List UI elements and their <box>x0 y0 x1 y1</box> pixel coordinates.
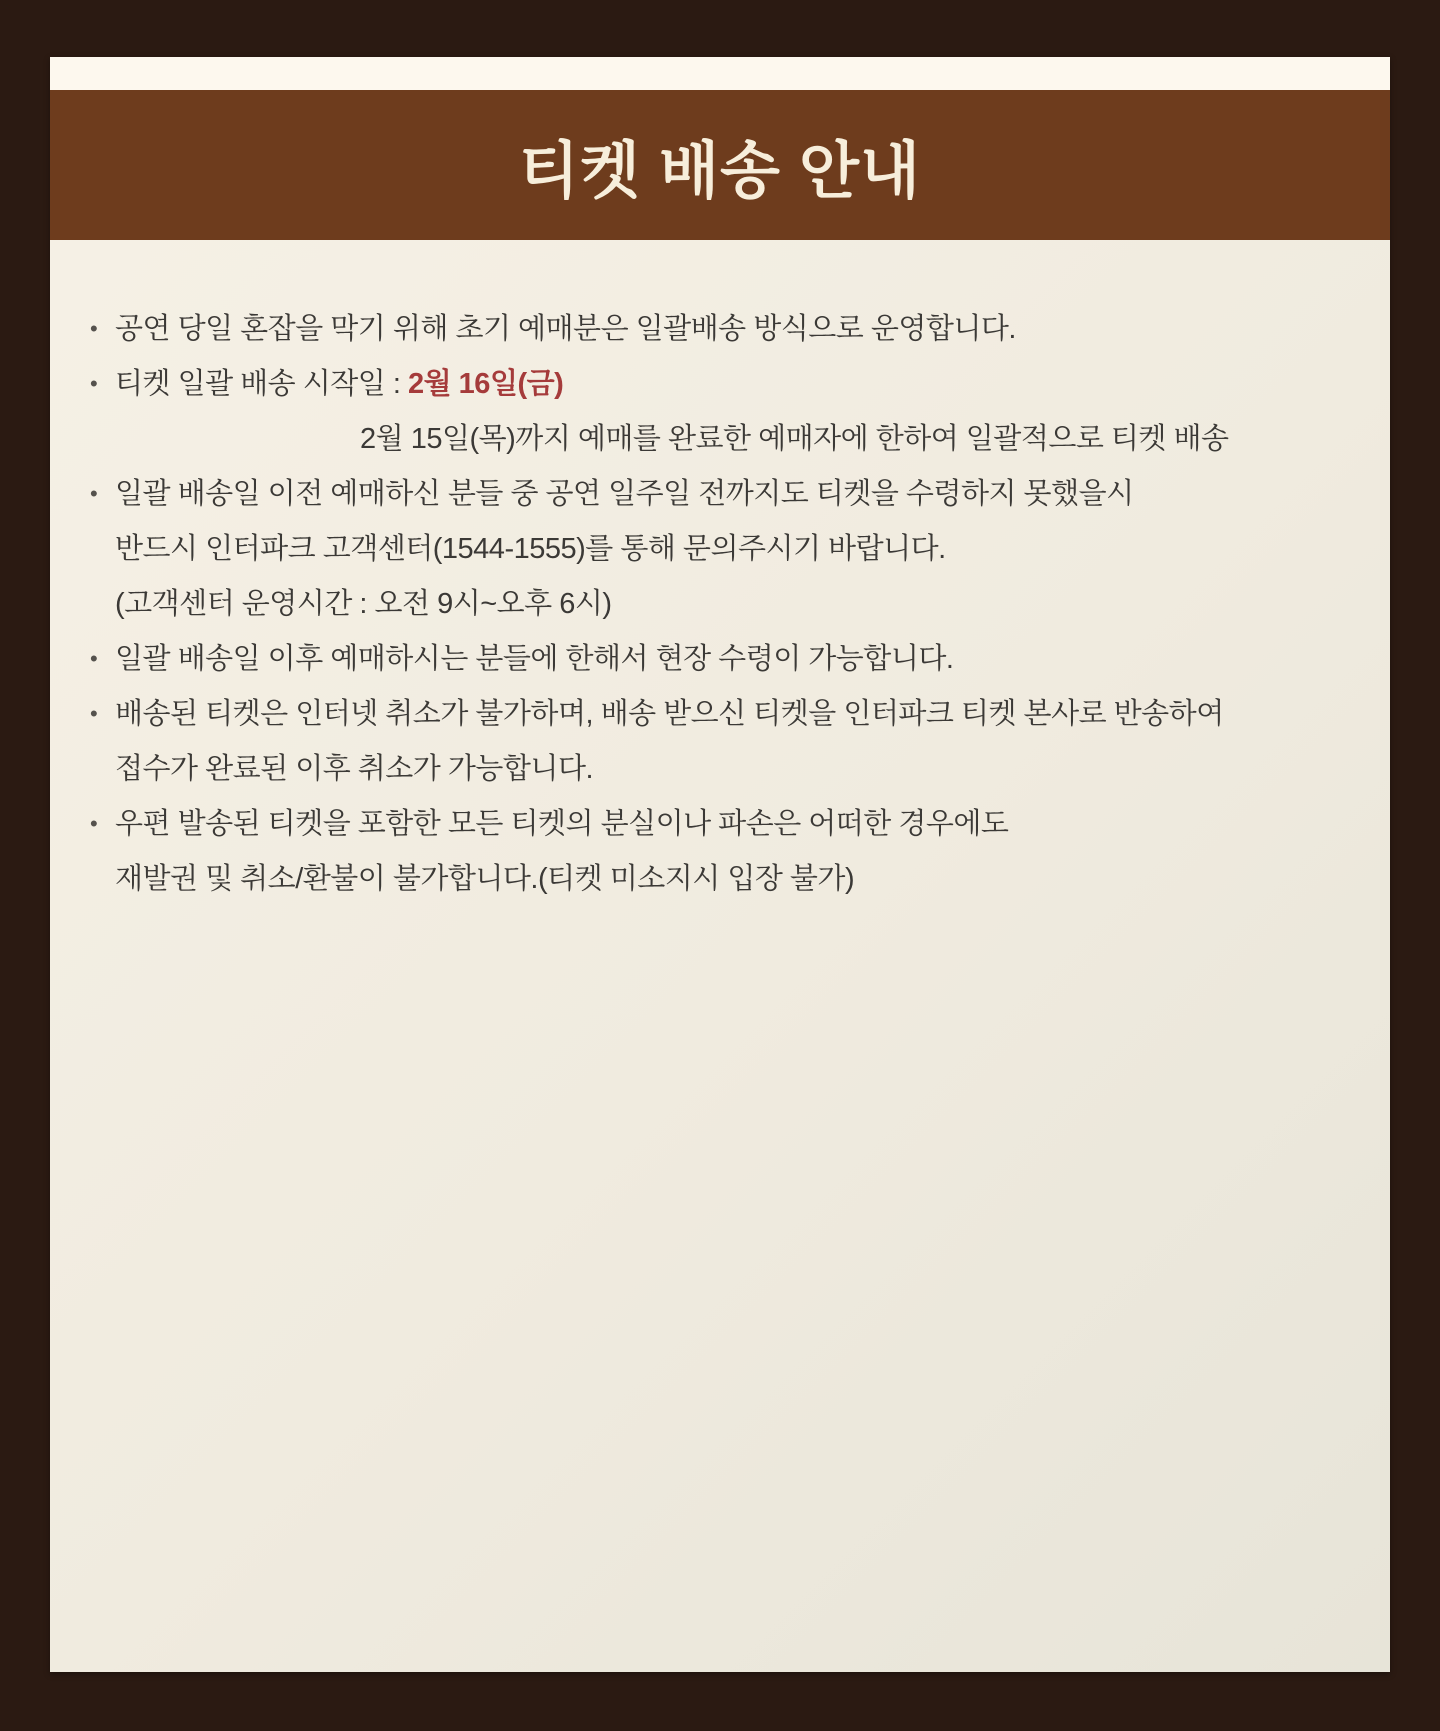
bullet-dot-icon: • <box>90 481 98 506</box>
notice-text <box>115 310 1350 348</box>
text-segment: (고객센터 운영시간 : 오전 9시~오후 6시) <box>115 588 612 620</box>
text-segment: 2월 15일(목)까지 예매를 완료한 예매자에 한하여 일괄적으로 티켓 배송 <box>360 423 1229 455</box>
notice-text <box>115 860 1350 898</box>
bullet-dot-icon: • <box>90 646 98 671</box>
notice-text <box>115 640 1350 678</box>
text-segment: 일괄 배송일 이전 예매하신 분들 중 공연 일주일 전까지도 티켓을 수령하지 못했을시 <box>115 478 1134 510</box>
notice-line <box>90 475 1350 513</box>
highlighted-date: 2월 16일(금) <box>407 368 564 400</box>
bullet-dot-icon: • <box>90 316 98 341</box>
notice-line <box>90 585 1350 623</box>
notice-line <box>90 805 1350 843</box>
text-segment: 접수가 완료된 이후 취소가 가능합니다. <box>115 753 594 785</box>
text-segment: 일괄 배송일 이후 예매하시는 분들에 한해서 현장 수령이 가능합니다. <box>115 643 954 675</box>
notice-text <box>115 475 1350 513</box>
header-band <box>50 90 1390 240</box>
notice-text <box>115 805 1350 843</box>
bullet-dot-icon: • <box>90 701 98 726</box>
notice-text <box>360 420 1350 458</box>
notice-line <box>90 530 1350 568</box>
text-segment: 재발권 및 취소/환불이 불가합니다.(티켓 미소지시 입장 불가) <box>115 863 855 895</box>
page-title: 티켓 배송 안내 <box>519 136 921 206</box>
notice-text <box>115 365 1350 403</box>
notice-line <box>90 750 1350 788</box>
notice-list <box>50 240 1390 915</box>
notice-line <box>90 695 1350 733</box>
notice-line <box>90 640 1350 678</box>
notice-text <box>115 750 1350 788</box>
notice-text <box>115 530 1350 568</box>
text-segment: 배송된 티켓은 인터넷 취소가 불가하며, 배송 받으신 티켓을 인터파크 티켓 본사로 반송하여 <box>115 698 1224 730</box>
notice-text <box>115 695 1350 733</box>
bullet-dot-icon: • <box>90 811 98 836</box>
text-segment: 공연 당일 혼잡을 막기 위해 초기 예매분은 일괄배송 방식으로 운영합니다. <box>115 313 1016 345</box>
card-top-strip <box>50 57 1390 90</box>
notice-line <box>90 310 1350 348</box>
notice-card <box>50 57 1390 1672</box>
notice-line <box>360 420 1350 458</box>
text-segment: 반드시 인터파크 고객센터(1544-1555)를 통해 문의주시기 바랍니다. <box>115 533 946 565</box>
notice-line <box>90 860 1350 898</box>
text-segment: 티켓 일괄 배송 시작일 : <box>115 368 408 400</box>
notice-text <box>115 585 1350 623</box>
bullet-dot-icon: • <box>90 371 98 396</box>
notice-line <box>90 365 1350 403</box>
text-segment: 우편 발송된 티켓을 포함한 모든 티켓의 분실이나 파손은 어떠한 경우에도 <box>115 808 1009 840</box>
